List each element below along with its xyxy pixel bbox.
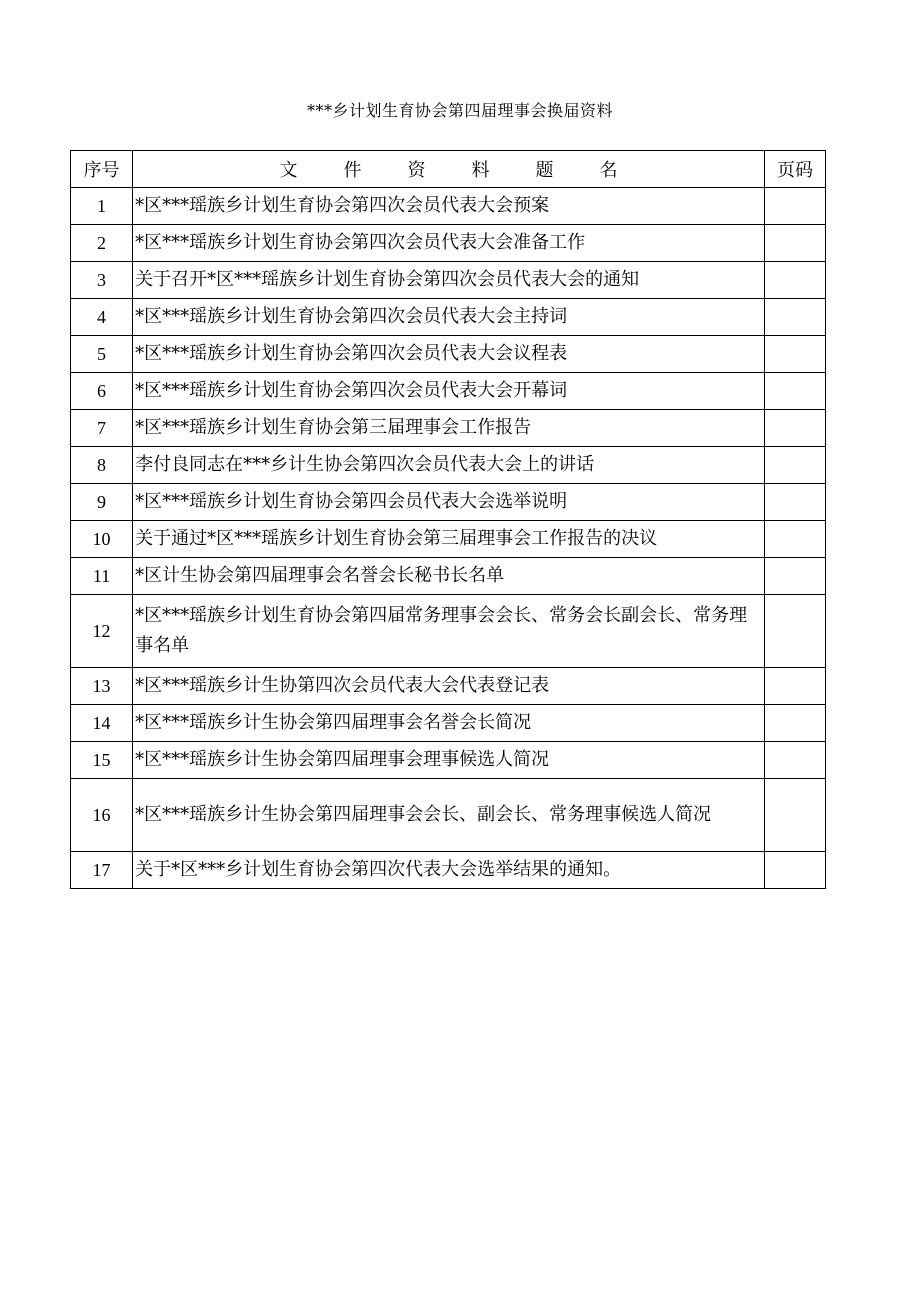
row-page — [764, 705, 825, 742]
document-title: ***乡计划生育协会第四届理事会换届资料 — [306, 101, 613, 120]
row-title: 李付良同志在***乡计生协会第四次会员代表大会上的讲话 — [133, 447, 765, 484]
row-title: *区***瑶族乡计划生育协会第四届常务理事会会长、常务会长副会长、常务理事名单 — [133, 595, 765, 668]
row-page — [764, 558, 825, 595]
row-title: *区***瑶族乡计生协会第四届理事会会长、副会长、常务理事候选人简况 — [133, 779, 765, 852]
row-page — [764, 779, 825, 852]
table-row — [71, 484, 826, 521]
row-title: 关于*区***乡计划生育协会第四次代表大会选举结果的通知。 — [133, 852, 765, 889]
row-number: 10 — [71, 521, 133, 558]
row-title: *区***瑶族乡计划生育协会第四次会员代表大会准备工作 — [133, 225, 765, 262]
table-row — [71, 225, 826, 262]
row-page — [764, 668, 825, 705]
row-title: *区***瑶族乡计划生育协会第四次会员代表大会议程表 — [133, 336, 765, 373]
row-title: 关于通过*区***瑶族乡计划生育协会第三届理事会工作报告的决议 — [133, 521, 765, 558]
row-page — [764, 225, 825, 262]
row-number: 5 — [71, 336, 133, 373]
row-number: 1 — [71, 188, 133, 225]
row-title: *区***瑶族乡计划生育协会第四会员代表大会选举说明 — [133, 484, 765, 521]
table-row — [71, 668, 826, 705]
table-row — [71, 779, 826, 852]
row-title: *区计生协会第四届理事会名誉会长秘书长名单 — [133, 558, 765, 595]
row-title: *区***瑶族乡计划生育协会第四次会员代表大会开幕词 — [133, 373, 765, 410]
table-row — [71, 336, 826, 373]
table-row — [71, 299, 826, 336]
table-row — [71, 852, 826, 889]
table-row — [71, 595, 826, 668]
row-page — [764, 299, 825, 336]
row-number: 8 — [71, 447, 133, 484]
row-number: 15 — [71, 742, 133, 779]
row-page — [764, 484, 825, 521]
row-number: 16 — [71, 779, 133, 852]
row-page — [764, 595, 825, 668]
table-row — [71, 188, 826, 225]
header-title-label: 文件资料题名 — [279, 160, 664, 181]
table-row — [71, 447, 826, 484]
header-title — [133, 151, 765, 188]
row-page — [764, 262, 825, 299]
row-page — [764, 447, 825, 484]
table-row — [71, 742, 826, 779]
row-title: *区***瑶族乡计划生育协会第四次会员代表大会预案 — [133, 188, 765, 225]
row-title: *区***瑶族乡计生协第四次会员代表大会代表登记表 — [133, 668, 765, 705]
row-page — [764, 410, 825, 447]
row-number: 9 — [71, 484, 133, 521]
row-number: 3 — [71, 262, 133, 299]
table-body — [71, 188, 826, 889]
row-number: 4 — [71, 299, 133, 336]
row-number: 7 — [71, 410, 133, 447]
row-number: 12 — [71, 595, 133, 668]
header-number: 序号 — [71, 151, 133, 188]
row-page — [764, 852, 825, 889]
row-number: 14 — [71, 705, 133, 742]
row-title: *区***瑶族乡计生协会第四届理事会名誉会长简况 — [133, 705, 765, 742]
row-title: *区***瑶族乡计划生育协会第三届理事会工作报告 — [133, 410, 765, 447]
row-page — [764, 336, 825, 373]
table-row — [71, 521, 826, 558]
row-title: *区***瑶族乡计生协会第四届理事会理事候选人简况 — [133, 742, 765, 779]
row-title: 关于召开*区***瑶族乡计划生育协会第四次会员代表大会的通知 — [133, 262, 765, 299]
header-page: 页码 — [764, 151, 825, 188]
row-number: 17 — [71, 852, 133, 889]
row-page — [764, 373, 825, 410]
row-page — [764, 188, 825, 225]
table-header-row — [71, 151, 826, 188]
table-row — [71, 558, 826, 595]
table-row — [71, 373, 826, 410]
table-row — [71, 410, 826, 447]
row-number: 6 — [71, 373, 133, 410]
row-number: 2 — [71, 225, 133, 262]
row-page — [764, 742, 825, 779]
row-number: 11 — [71, 558, 133, 595]
contents-table — [70, 150, 826, 889]
row-number: 13 — [71, 668, 133, 705]
row-page — [764, 521, 825, 558]
row-title: *区***瑶族乡计划生育协会第四次会员代表大会主持词 — [133, 299, 765, 336]
table-row — [71, 262, 826, 299]
table-row — [71, 705, 826, 742]
